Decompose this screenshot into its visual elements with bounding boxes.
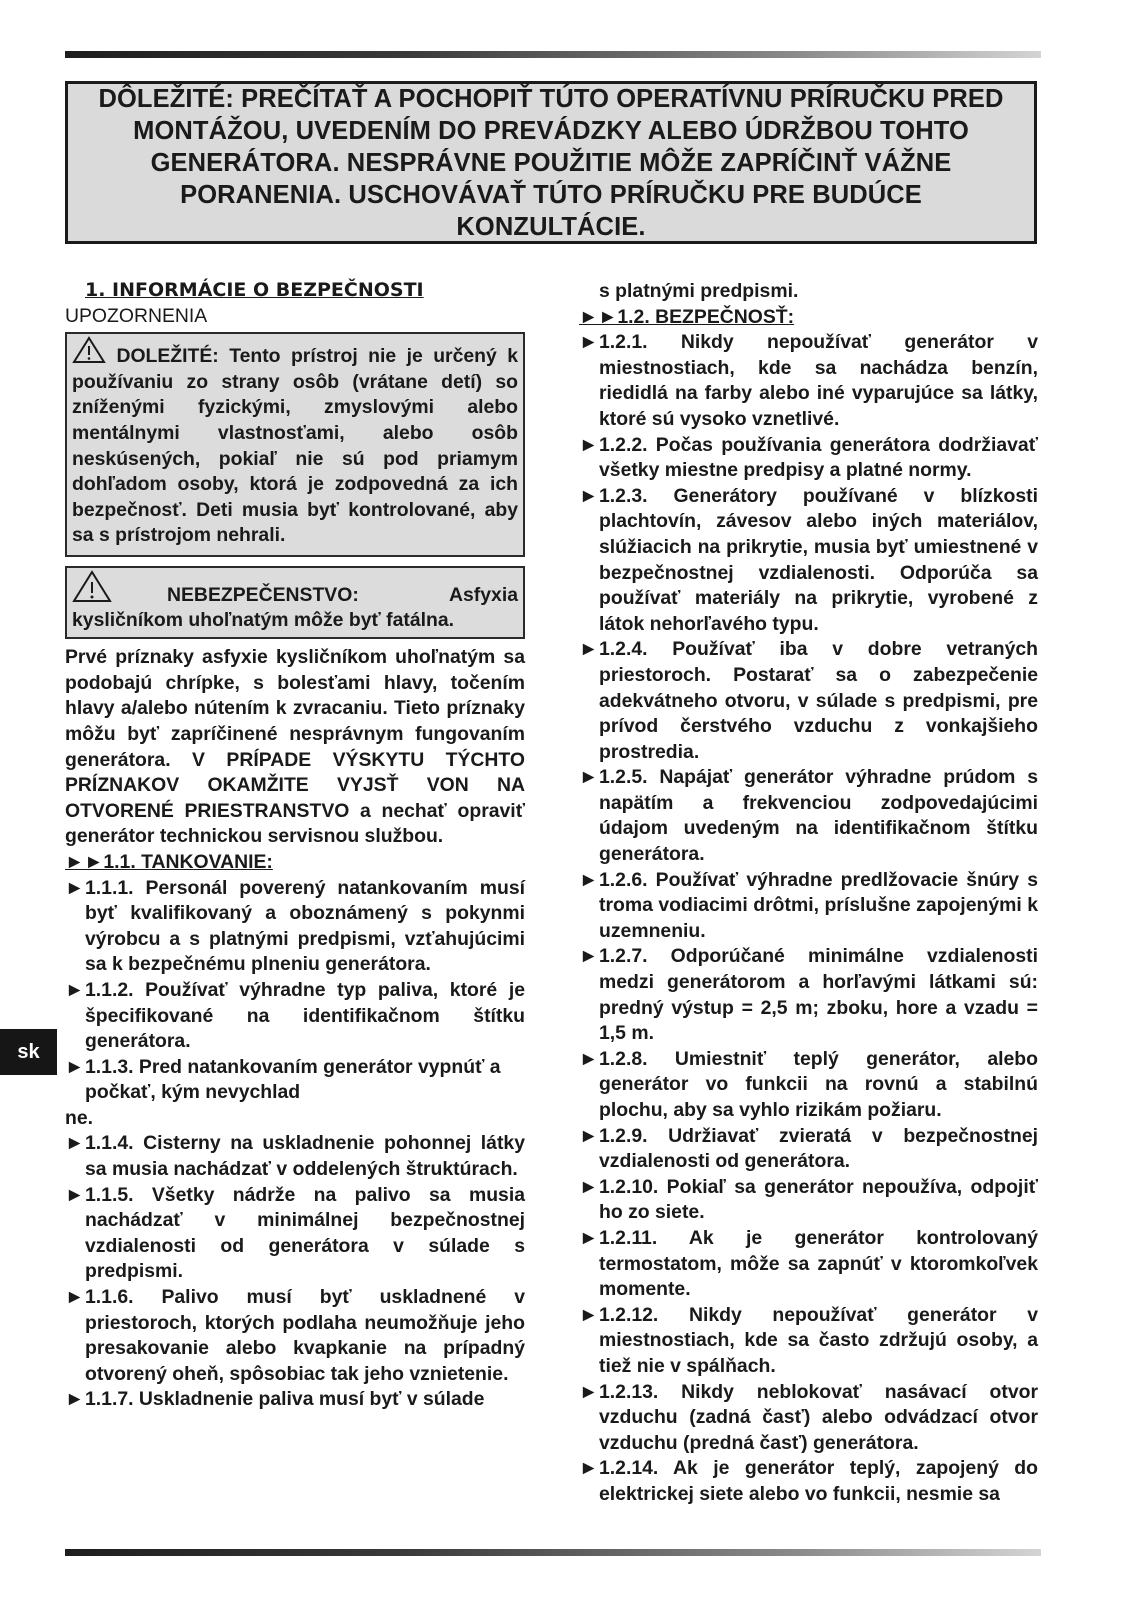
list-item: [65, 1131, 525, 1182]
list-item: [579, 637, 1038, 765]
arrow-bullet-icon: ►: [579, 638, 599, 661]
list-item: [65, 1285, 525, 1387]
list-item-text: 1.2.12. Nikdy nepoužívať generátor v miestnostiach, kde sa často zdržujú osoby, a tiež nie v spálňach.: [599, 1303, 1038, 1377]
arrow-bullet-icon: ►: [579, 1457, 599, 1480]
warnings-subtitle: UPOZORNENIA: [65, 304, 208, 327]
danger-notice-text: kysličníkom uhoľnatým môže byť fatálna.: [72, 609, 455, 632]
list-item: [65, 978, 525, 1055]
list-item: [579, 484, 1038, 638]
list-item: [579, 765, 1038, 867]
arrow-bullet-icon: ►: [579, 868, 599, 891]
section-title: 1. INFORMÁCIE O BEZPEČNOSTI: [85, 279, 424, 301]
list-item-text: 1.2.6. Používať výhradne predlžovacie šnúry s troma vodiacimi drôtmi, príslušne zapojenými k uzemneniu.: [599, 868, 1038, 942]
important-warning-text: DÔLEŽITÉ: PREČÍTAŤ A POCHOPIŤ TÚTO OPERATÍVNU PRÍRUČKU PRED MONTÁŽOU, UVEDENÍM DO PREVÁDZKY ALEBO ÚDRŽBOU TOHTO GENERÁTORA. NESPRÁVNE POUŽITIE MÔŽE ZAPRÍČINŤ VÁŽNE PORANENIA. USCHOVÁVAŤ TÚTO PRÍRUČKU PRE BUDÚCE KONZULTÁCIE.: [98, 84, 1004, 241]
list-item-text: 1.2.14. Ak je generátor teplý, zapojený do elektrickej siete alebo vo funkcii, nesmie sa: [599, 1457, 1038, 1505]
list-item-text: 1.2.2. Počas používania generátora dodržiavať všetky miestne predpisy a platné normy.: [599, 433, 1038, 482]
list-item: [65, 1183, 525, 1285]
arrow-bullet-icon: ►: [65, 1286, 85, 1309]
list-item-text: 1.1.3. Pred natankovaním generátor vypnúť a počkať, kým nevychlad: [85, 1055, 501, 1104]
arrow-bullet-icon: ►: [579, 1047, 599, 1070]
danger-notice: [65, 566, 525, 639]
arrow-bullet-icon: ►: [579, 484, 599, 507]
safety-heading: ►►1.2. BEZPEČNOSŤ:: [579, 305, 795, 328]
list-item: [579, 1456, 1038, 1507]
arrow-bullet-icon: ►: [579, 433, 599, 456]
list-item-text: 1.2.10. Pokiaľ sa generátor nepoužíva, odpojiť ho zo siete.: [599, 1175, 1038, 1224]
list-item: [579, 1175, 1038, 1226]
list-item-text: 1.1.1. Personál poverený natankovaním musí byť kvalifikovaný a oboznámený s pokynmi výrobcu a s platnými predpismi, vzťahujúcimi sa k bezpečnému plneniu generátora.: [85, 876, 525, 976]
list-item: [579, 1124, 1038, 1175]
important-notice-text: DOLEŽITÉ: Tento prístroj nie je určený k používaniu zo strany osôb (vrátane detí) so zníženými fyzickými, zmyslovými alebo mentálnymi vlastnosťami, alebo osôb neskúsených, pokiaľ nie sú pod priamym dohľadom osoby, ktorá je zodpovedná za ich bezpečnosť. Deti musia byť kontrolované, aby sa s prístrojom nehrali.: [72, 345, 518, 547]
list-item: [65, 876, 525, 978]
top-rule: [65, 51, 1041, 58]
right-column: [579, 279, 1038, 1508]
continuation-text: s platnými predpismi.: [599, 280, 799, 302]
list-item: [579, 944, 1038, 1046]
list-item: [65, 1055, 525, 1106]
arrow-bullet-icon: ►: [579, 1226, 599, 1249]
list-item: [579, 1380, 1038, 1457]
list-item: [579, 330, 1038, 432]
warning-triangle-icon: [72, 345, 116, 367]
arrow-bullet-icon: ►: [65, 1183, 85, 1206]
arrow-bullet-icon: ►: [65, 1132, 85, 1155]
arrow-bullet-icon: ►: [65, 1388, 85, 1411]
arrow-bullet-icon: ►: [65, 876, 85, 899]
important-warning-box: [65, 81, 1037, 244]
list-item-text: 1.1.5. Všetky nádrže na palivo sa musia nachádzať v minimálnej bezpečnostnej vzdialenosti od generátora v súlade s predpismi.: [85, 1183, 525, 1283]
list-item: [579, 1303, 1038, 1380]
arrow-bullet-icon: ►: [579, 331, 599, 354]
list-item-text: 1.2.8. Umiestniť teplý generátor, alebo generátor vo funkcii na rovnú a stabilnú plochu, aby sa vyhlo rizikám požiaru.: [599, 1047, 1038, 1121]
intro-paragraph: Prvé príznaky asfyxie kysličníkom uhoľnatým sa podobajú chrípke, s bolesťami hlavy, točením hlavy a/alebo nútením k zvracaniu. Tieto príznaky môžu byť zapríčinené nesprávnym fungovaním generátora. V PRÍPADE VÝSKYTU TÝCHTO PRÍZNAKOV OKAMŽITE VYJSŤ VON NA OTVORENÉ PRIESTRANSTVO a nechať opraviť generátor technickou servisnou službou.: [65, 646, 525, 848]
list-item-text: 1.2.9. Udržiavať zvieratá v bezpečnostnej vzdialenosti od generátora.: [599, 1124, 1038, 1173]
important-notice: [65, 332, 525, 557]
list-item-text: 1.1.7. Uskladnenie paliva musí byť v súlade: [85, 1388, 485, 1411]
left-column: [65, 278, 525, 1413]
list-item-text: 1.2.5. Napájať generátor výhradne prúdom s napätím a frekvenciou zodpovedajúcimi údajom uvedeným na identifikačnom štítku generátora.: [599, 766, 1038, 866]
list-item: [579, 433, 1038, 484]
list-item-text: 1.1.6. Palivo musí byť uskladnené v priestoroch, ktorých podlaha neumožňuje jeho presakovanie alebo kvapkanie na prípadný otvorený oheň, spôsobiac tak jeho vznietenie.: [85, 1286, 525, 1385]
list-item-text: 1.2.3. Generátory používané v blízkosti plachtovín, závesov alebo iných materiálov, slúžiacich na prikrytie, musia byť umiestnené v bezpečnostnej vzdialenosti. Odporúča sa používať materiály na prikrytie, vyrobené z látok nehorľavého typu.: [599, 484, 1038, 635]
list-item-text: 1.2.7. Odporúčané minimálne vzdialenosti medzi generátorom a horľavými látkami sú: predný výstup = 2,5 m; zboku, hore a vzadu = 1,5 m.: [599, 945, 1038, 1045]
list-item-text: 1.2.13. Nikdy neblokovať nasávací otvor vzduchu (zadná časť) alebo odvádzací otvor vzduchu (predná časť) generátora.: [599, 1380, 1038, 1454]
list-item: [65, 1387, 525, 1413]
arrow-bullet-icon: ►: [65, 978, 85, 1001]
arrow-bullet-icon: ►: [579, 766, 599, 789]
danger-label: NEBEZPEČENSTVO:: [167, 583, 359, 606]
bottom-rule: [65, 1549, 1041, 1556]
refueling-heading: ►►1.1. TANKOVANIE:: [65, 850, 273, 873]
danger-word: Asfyxia: [449, 583, 518, 606]
arrow-bullet-icon: ►: [579, 1303, 599, 1326]
list-item-text: 1.1.2. Používať výhradne typ paliva, ktoré je špecifikované na identifikačnom štítku generátora.: [85, 978, 525, 1053]
list-item: [579, 868, 1038, 945]
arrow-bullet-icon: ►: [65, 1055, 85, 1078]
list-item: [579, 1226, 1038, 1303]
list-item: [579, 1047, 1038, 1124]
language-tab: sk: [0, 1029, 57, 1075]
list-item-text: 1.2.4. Používať iba v dobre vetraných priestoroch. Postarať sa o zabezpečenie adekvátneho otvoru, v súlade s predpismi, pre prívod čerstvého vzduchu z vonkajšieho prostredia.: [599, 638, 1038, 763]
arrow-bullet-icon: ►: [579, 1124, 599, 1147]
orphan-fragment: ne.: [65, 1106, 94, 1129]
list-item-text: 1.2.11. Ak je generátor kontrolovaný termostatom, môže sa zapnúť v ktoromkoľvek momente.: [599, 1226, 1038, 1301]
list-item-text: 1.2.1. Nikdy nepoužívať generátor v miestnostiach, kde sa nachádza benzín, riedidlá na farby alebo iné vyparujúce sa látky, ktoré sú vysoko vznetlivé.: [599, 331, 1038, 430]
warning-triangle-icon: [72, 570, 112, 609]
arrow-bullet-icon: ►: [579, 945, 599, 968]
arrow-bullet-icon: ►: [579, 1380, 599, 1403]
list-item-text: 1.1.4. Cisterny na uskladnenie pohonnej látky sa musia nachádzať v oddelených štruktúrach.: [85, 1132, 525, 1181]
arrow-bullet-icon: ►: [579, 1175, 599, 1198]
